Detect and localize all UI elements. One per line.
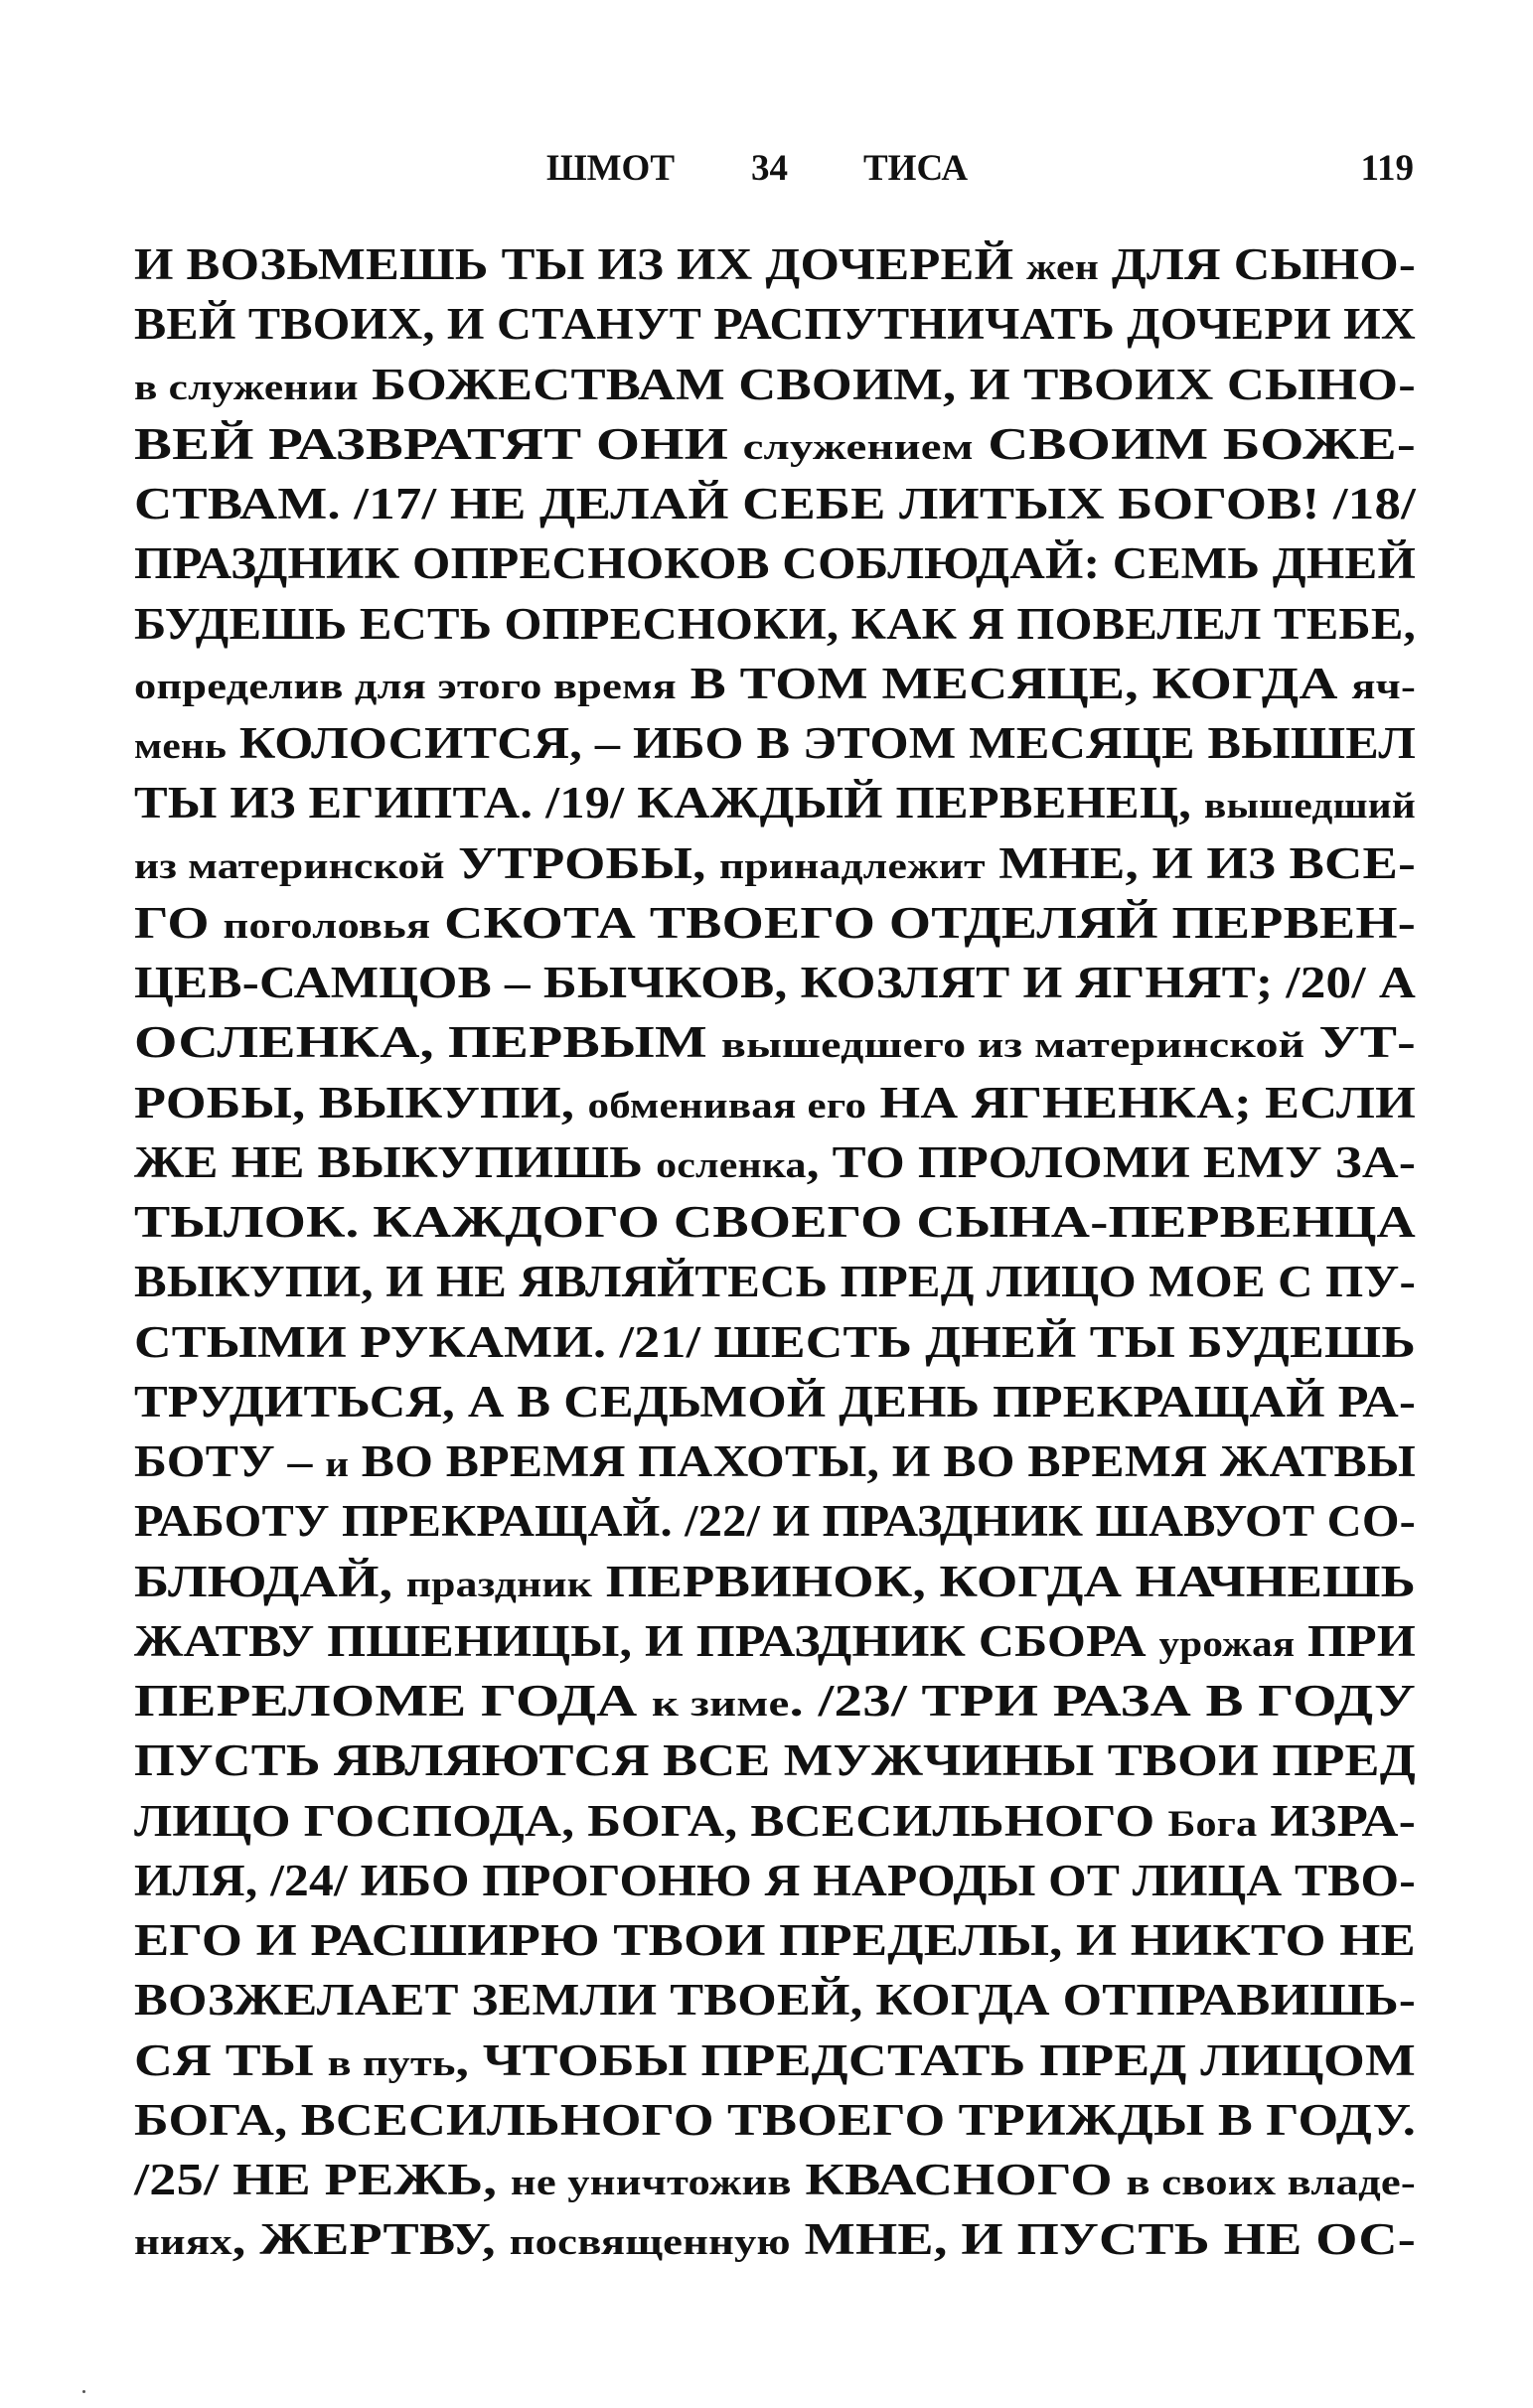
text-segment-caps: ПРИ <box>1295 1615 1416 1666</box>
text-segment-caps: УТРОБЫ, <box>444 837 720 888</box>
text-segment-caps: ПУСТЬ ЯВЛЯЮТСЯ ВСЕ МУЖЧИНЫ ТВОИ ПРЕД <box>134 1735 1416 1786</box>
text-segment-lower: не уничтожив <box>510 2163 792 2203</box>
text-segment-lower: яч- <box>1351 666 1416 707</box>
text-segment-caps: ИЗРА- <box>1257 1795 1416 1846</box>
text-segment-lower: вышедшего из материнской <box>721 1025 1305 1067</box>
text-segment-lower: вышедший <box>1203 786 1416 828</box>
text-segment-caps: . /23/ ТРИ РАЗА В ГОДУ <box>789 1676 1416 1726</box>
text-segment-caps: СВОИМ БОЖЕ- <box>973 418 1416 469</box>
text-line <box>134 1791 1416 1851</box>
text-segment-lower: жен <box>1026 247 1100 288</box>
text-segment-caps: ВОЗЖЕЛАЕТ ЗЕМЛИ ТВОЕЙ, КОГДА ОТПРАВИШЬ- <box>134 1975 1416 2026</box>
text-segment-caps: ГО <box>134 897 224 948</box>
text-segment-lower: в путь <box>327 2042 456 2084</box>
text-segment-caps: МНЕ, И ПУСТЬ НЕ ОС- <box>790 2214 1416 2265</box>
text-line <box>134 1611 1416 1671</box>
text-segment-caps: СЯ ТЫ <box>134 2034 328 2085</box>
text-segment-lower: в служении <box>134 367 359 408</box>
text-segment-lower: поголовья <box>223 905 431 947</box>
text-line <box>134 1073 1416 1132</box>
book-page <box>134 0 1416 2408</box>
running-head <box>134 139 1416 199</box>
text-segment-caps: БОТУ – <box>134 1436 326 1486</box>
text-segment-caps: ЖЕ НЕ ВЫКУПИШЬ <box>134 1136 657 1187</box>
text-segment-caps: УТ- <box>1304 1017 1416 1068</box>
text-segment-caps: СКОТА ТВОЕГО ОТДЕЛЯЙ ПЕРВЕН- <box>430 897 1416 948</box>
text-line <box>134 234 1416 294</box>
text-segment-caps: ЖАТВУ ПШЕНИЦЫ, И ПРАЗДНИК СБОРА <box>134 1615 1159 1666</box>
text-segment-caps: ЕГО И РАСШИРЮ ТВОИ ПРЕДЕЛЫ, И НИКТО НЕ <box>134 1915 1416 1965</box>
text-segment-caps: ВЫКУПИ, И НЕ ЯВЛЯЙТЕСЬ ПРЕД ЛИЦО МОЕ С ПУ- <box>134 1257 1416 1307</box>
text-segment-caps: СТВАМ. /17/ НЕ ДЕЛАЙ СЕБЕ ЛИТЫХ БОГОВ! /18/ <box>134 479 1416 528</box>
page-number: 119 <box>1360 148 1414 189</box>
text-line <box>134 1491 1416 1551</box>
text-line <box>134 773 1416 832</box>
text-segment-caps: ВО ВРЕМЯ ПАХОТЫ, И ВО ВРЕМЯ ЖАТВЫ <box>349 1436 1416 1486</box>
text-segment-caps: ОСЛЕНКА, ПЕРВЫМ <box>134 1017 722 1068</box>
text-segment-lower: мень <box>134 726 228 767</box>
text-segment-caps: НА ЯГНЕНКА; ЕСЛИ <box>866 1077 1416 1128</box>
text-line <box>134 594 1416 654</box>
text-line <box>134 2031 1416 2090</box>
text-line <box>134 414 1416 474</box>
text-segment-caps: ТЫ ИЗ ЕГИПТА. /19/ КАЖДЫЙ ПЕРВЕНЕЦ, <box>134 778 1204 828</box>
text-segment-lower: Бога <box>1167 1803 1258 1845</box>
text-segment-caps: ЛИЦО ГОСПОДА, БОГА, ВСЕСИЛЬНОГО <box>134 1795 1168 1846</box>
text-segment-lower: осленка <box>656 1144 807 1186</box>
text-segment-caps: СТЫМИ РУКАМИ. /21/ ШЕСТЬ ДНЕЙ ТЫ БУДЕШЬ <box>134 1316 1416 1367</box>
text-segment-caps: КВАСНОГО <box>791 2155 1127 2204</box>
text-segment-caps: БУДЕШЬ ЕСТЬ ОПРЕСНОКИ, КАК Я ПОВЕЛЕЛ ТЕБЕ, <box>134 598 1416 649</box>
text-line <box>134 713 1416 773</box>
text-line <box>134 654 1416 713</box>
text-segment-caps: И ВОЗЬМЕШЬ ТЫ ИЗ ИХ ДОЧЕРЕЙ <box>134 239 1027 289</box>
text-segment-caps: ДЛЯ СЫНО- <box>1099 239 1416 289</box>
text-line <box>134 953 1416 1012</box>
text-segment-lower: урожая <box>1158 1623 1296 1665</box>
running-head-portion: ТИСА <box>863 148 969 189</box>
text-segment-caps: МНЕ, И ИЗ ВСЕ- <box>985 837 1416 888</box>
running-head-book: ШМОТ <box>546 148 676 189</box>
text-line <box>134 2209 1416 2269</box>
text-line <box>134 1312 1416 1372</box>
text-segment-lower: ниях <box>134 2222 232 2264</box>
text-segment-lower: определив для этого время <box>134 666 677 707</box>
text-segment-lower: из материнской <box>134 845 445 887</box>
text-line <box>134 1970 1416 2030</box>
text-segment-caps: БЛЮДАЙ, <box>134 1556 406 1606</box>
text-line <box>134 294 1416 354</box>
text-segment-caps: РАБОТУ ПРЕКРАЩАЙ. /22/ И ПРАЗДНИК ШАВУОТ СО- <box>134 1496 1416 1547</box>
text-line <box>134 1731 1416 1790</box>
running-head-chapter: 34 <box>751 148 788 189</box>
text-segment-caps: ИЛЯ, /24/ ИБО ПРОГОНЮ Я НАРОДЫ ОТ ЛИЦА ТВО- <box>134 1855 1416 1905</box>
text-segment-caps: ПЕРВИНОК, КОГДА НАЧНЕШЬ <box>592 1556 1416 1606</box>
text-line <box>134 833 1416 893</box>
text-segment-caps: , ЖЕРТВУ, <box>231 2214 510 2265</box>
scan-speck <box>82 2390 85 2393</box>
text-segment-lower: в своих владе- <box>1126 2163 1416 2203</box>
text-segment-caps: ВЕЙ ТВОИХ, И СТАНУТ РАСПУТНИЧАТЬ ДОЧЕРИ ИХ <box>134 299 1416 350</box>
text-segment-caps: ТРУДИТЬСЯ, А В СЕДЬМОЙ ДЕНЬ ПРЕКРАЩАЙ РА- <box>134 1376 1416 1427</box>
text-line <box>134 1372 1416 1431</box>
text-segment-caps: , ТО ПРОЛОМИ ЕМУ ЗА- <box>806 1136 1416 1187</box>
text-segment-lower: праздник <box>405 1564 593 1605</box>
text-line <box>134 1851 1416 1910</box>
text-segment-caps: ЦЕВ-САМЦОВ – БЫЧКОВ, КОЗЛЯТ И ЯГНЯТ; /20/ А <box>134 958 1416 1007</box>
body-text <box>134 234 1416 2270</box>
text-segment-caps: КОЛОСИТСЯ, – ИБО В ЭТОМ МЕСЯЦЕ ВЫШЕЛ <box>227 718 1416 768</box>
text-line <box>134 1252 1416 1311</box>
text-line <box>134 355 1416 414</box>
text-segment-caps: БОЖЕСТВАМ СВОИМ, И ТВОИХ СЫНО- <box>358 359 1417 409</box>
text-segment-caps: ПЕРЕЛОМЕ ГОДА <box>134 1676 652 1726</box>
text-line <box>134 2150 1416 2209</box>
text-line <box>134 1192 1416 1252</box>
text-segment-caps: ВЕЙ РАЗВРАТЯТ ОНИ <box>134 418 743 469</box>
text-segment-lower: принадлежит <box>719 845 986 887</box>
text-line <box>134 1431 1416 1491</box>
text-segment-lower: служением <box>742 426 974 468</box>
text-segment-caps: , ЧТОБЫ ПРЕДСТАТЬ ПРЕД ЛИЦОМ <box>455 2034 1416 2085</box>
text-line <box>134 1012 1416 1072</box>
text-line <box>134 2090 1416 2150</box>
text-segment-caps: /25/ НЕ РЕЖЬ, <box>134 2155 511 2204</box>
text-line <box>134 474 1416 533</box>
text-segment-caps: ТЫЛОК. КАЖДОГО СВОЕГО СЫНА-ПЕРВЕНЦА <box>134 1197 1416 1247</box>
text-line <box>134 1671 1416 1731</box>
text-line <box>134 1552 1416 1611</box>
text-line <box>134 1132 1416 1192</box>
text-segment-lower: к зиме <box>651 1684 790 1725</box>
text-segment-lower: посвященную <box>509 2222 791 2264</box>
text-segment-caps: БОГА, ВСЕСИЛЬНОГО ТВОЕГО ТРИЖДЫ В ГОДУ. <box>134 2094 1416 2145</box>
text-segment-caps: РОБЫ, ВЫКУПИ, <box>134 1077 588 1128</box>
text-line <box>134 533 1416 593</box>
text-line <box>134 893 1416 953</box>
text-segment-caps: В ТОМ МЕСЯЦЕ, КОГДА <box>676 658 1352 708</box>
text-segment-caps: ПРАЗДНИК ОПРЕСНОКОВ СОБЛЮДАЙ: СЕМЬ ДНЕЙ <box>134 538 1416 589</box>
text-line <box>134 1910 1416 1970</box>
text-segment-lower: и <box>325 1444 350 1485</box>
text-segment-lower: обменивая его <box>587 1085 867 1127</box>
